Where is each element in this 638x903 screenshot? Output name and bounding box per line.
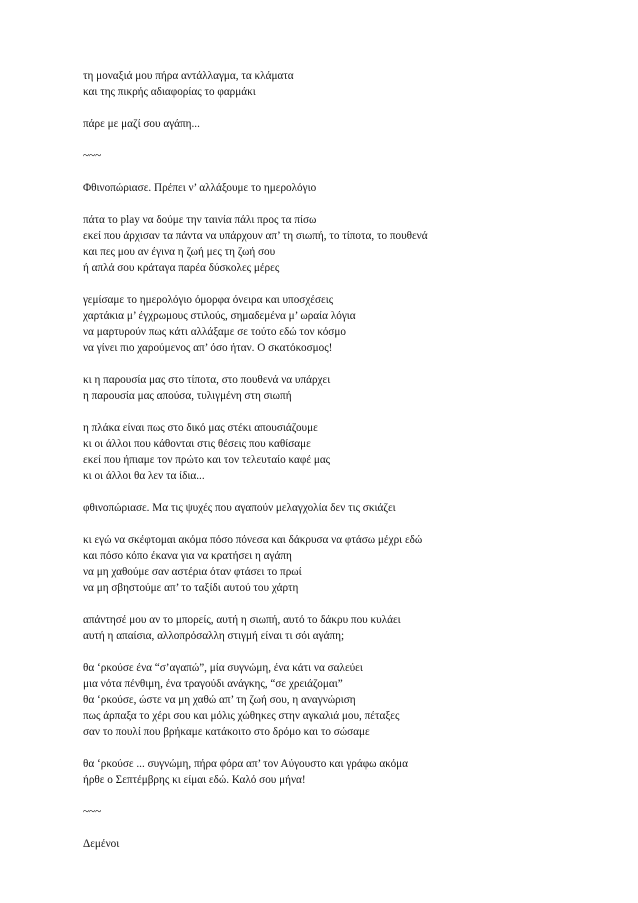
poem-line: πάρε με μαζί σου αγάπη...	[83, 118, 200, 130]
blank-line	[83, 100, 603, 116]
poem-line: ~~~	[83, 806, 102, 818]
blank-line	[83, 644, 603, 660]
poem-line: ~~~	[83, 150, 102, 162]
poem-line: πως άρπαξα το χέρι σου και μόλις χώθηκες στην αγκαλιά μου, πέταξες	[83, 710, 400, 722]
poem-line: θα ‘ρκούσε ένα “σ’αγαπώ”, μία συγνώμη, ένα κάτι να σαλεύει	[83, 662, 363, 674]
poem-line: κι οι άλλοι που κάθονται στις θέσεις που καθίσαμε	[83, 438, 311, 450]
poem-line: ήρθε ο Σεπτέμβρης κι είμαι εδώ. Καλό σου μήνα!	[83, 774, 306, 786]
poem-line: αυτή η απαίσια, αλλοπρόσαλλη στιγμή είναι τι σόι αγάπη;	[83, 630, 345, 642]
poem-line: απάντησέ μου αν το μπορείς, αυτή η σιωπή, αυτό το δάκρυ που κυλάει	[83, 614, 401, 626]
poem-line: Φθινοπώριασε. Πρέπει ν’ αλλάξουμε το ημερολόγιο	[83, 182, 317, 194]
blank-line	[83, 356, 603, 372]
poem-line: η πλάκα είναι πως στο δικό μας στέκι απουσιάζουμε	[83, 422, 318, 434]
poem-line: κι εγώ να σκέφτομαι ακόμα πόσο πόνεσα και δάκρυσα να φτάσω μέχρι εδώ	[83, 534, 423, 546]
poem-line: τη μοναξιά μου πήρα αντάλλαγμα, τα κλάματα	[83, 70, 294, 82]
blank-line	[83, 820, 603, 836]
blank-line	[83, 404, 603, 420]
poem-line: Δεμένοι	[83, 838, 120, 850]
poem-line: πάτα το play να δούμε την ταινία πάλι προς τα πίσω	[83, 214, 317, 226]
blank-line	[83, 484, 603, 500]
blank-line	[83, 596, 603, 612]
blank-line	[83, 132, 603, 148]
poem-line: σαν το πουλί που βρήκαμε κατάκοιτο στο δρόμο και το σώσαμε	[83, 726, 370, 738]
blank-line	[83, 164, 603, 180]
poem-line: να μη χαθούμε σαν αστέρια όταν φτάσει το πρωί	[83, 566, 302, 578]
poem-line: χαρτάκια μ’ έγχρωμους στιλούς, σημαδεμένα μ’ ωραία λόγια	[83, 310, 356, 322]
blank-line	[83, 196, 603, 212]
poem-line: φθινοπώριασε. Μα τις ψυχές που αγαπούν μελαγχολία δεν τις σκιάζει	[83, 502, 396, 514]
poem-line: και πόσο κόπο έκανα για να κρατήσει η αγάπη	[83, 550, 292, 562]
blank-line	[83, 516, 603, 532]
poem-line: θα ‘ρκούσε ... συγνώμη, πήρα φόρα απ’ τον Αύγουστο και γράφω ακόμα	[83, 758, 409, 770]
poem-line: εκεί που άρχισαν τα πάντα να υπάρχουν απ’ τη σιωπή, το τίποτα, το πουθενά	[83, 230, 428, 242]
poem-line: και της πικρής αδιαφορίας το φαρμάκι	[83, 86, 256, 98]
poem-line: να μαρτυρούν πως κάτι αλλάξαμε σε τούτο εδώ τον κόσμο	[83, 326, 346, 338]
blank-line	[83, 276, 603, 292]
poem-line: ή απλά σου κράταγα παρέα δύσκολες μέρες	[83, 262, 280, 274]
blank-line	[83, 740, 603, 756]
poem-line: κι οι άλλοι θα λεν τα ίδια...	[83, 470, 205, 482]
poem-line: θα ‘ρκούσε, ώστε να μη χαθώ απ’ τη ζωή σου, η αναγνώριση	[83, 694, 356, 706]
poem-line: η παρουσία μας απούσα, τυλιγμένη στη σιωπή	[83, 390, 292, 402]
poem-line: κι η παρουσία μας στο τίποτα, στο πουθενά να υπάρχει	[83, 374, 331, 386]
poem-line: γεμίσαμε το ημερολόγιο όμορφα όνειρα και υποσχέσεις	[83, 294, 334, 306]
poem-line: να μη σβηστούμε απ’ το ταξίδι αυτού του χάρτη	[83, 582, 299, 594]
document-page	[83, 68, 603, 852]
poem-line: εκεί που ήπιαμε τον πρώτο και τον τελευταίο καφέ μας	[83, 454, 331, 466]
poem-line: να γίνει πιο χαρούμενος απ’ όσο ήταν. Ο σκατόκοσμος!	[83, 342, 333, 354]
blank-line	[83, 788, 603, 804]
poem-line: και πες μου αν έγινα η ζωή μες τη ζωή σου	[83, 246, 276, 258]
poem-line: μια νότα πένθιμη, ένα τραγούδι ανάγκης, “σε χρειάζομαι”	[83, 678, 343, 690]
